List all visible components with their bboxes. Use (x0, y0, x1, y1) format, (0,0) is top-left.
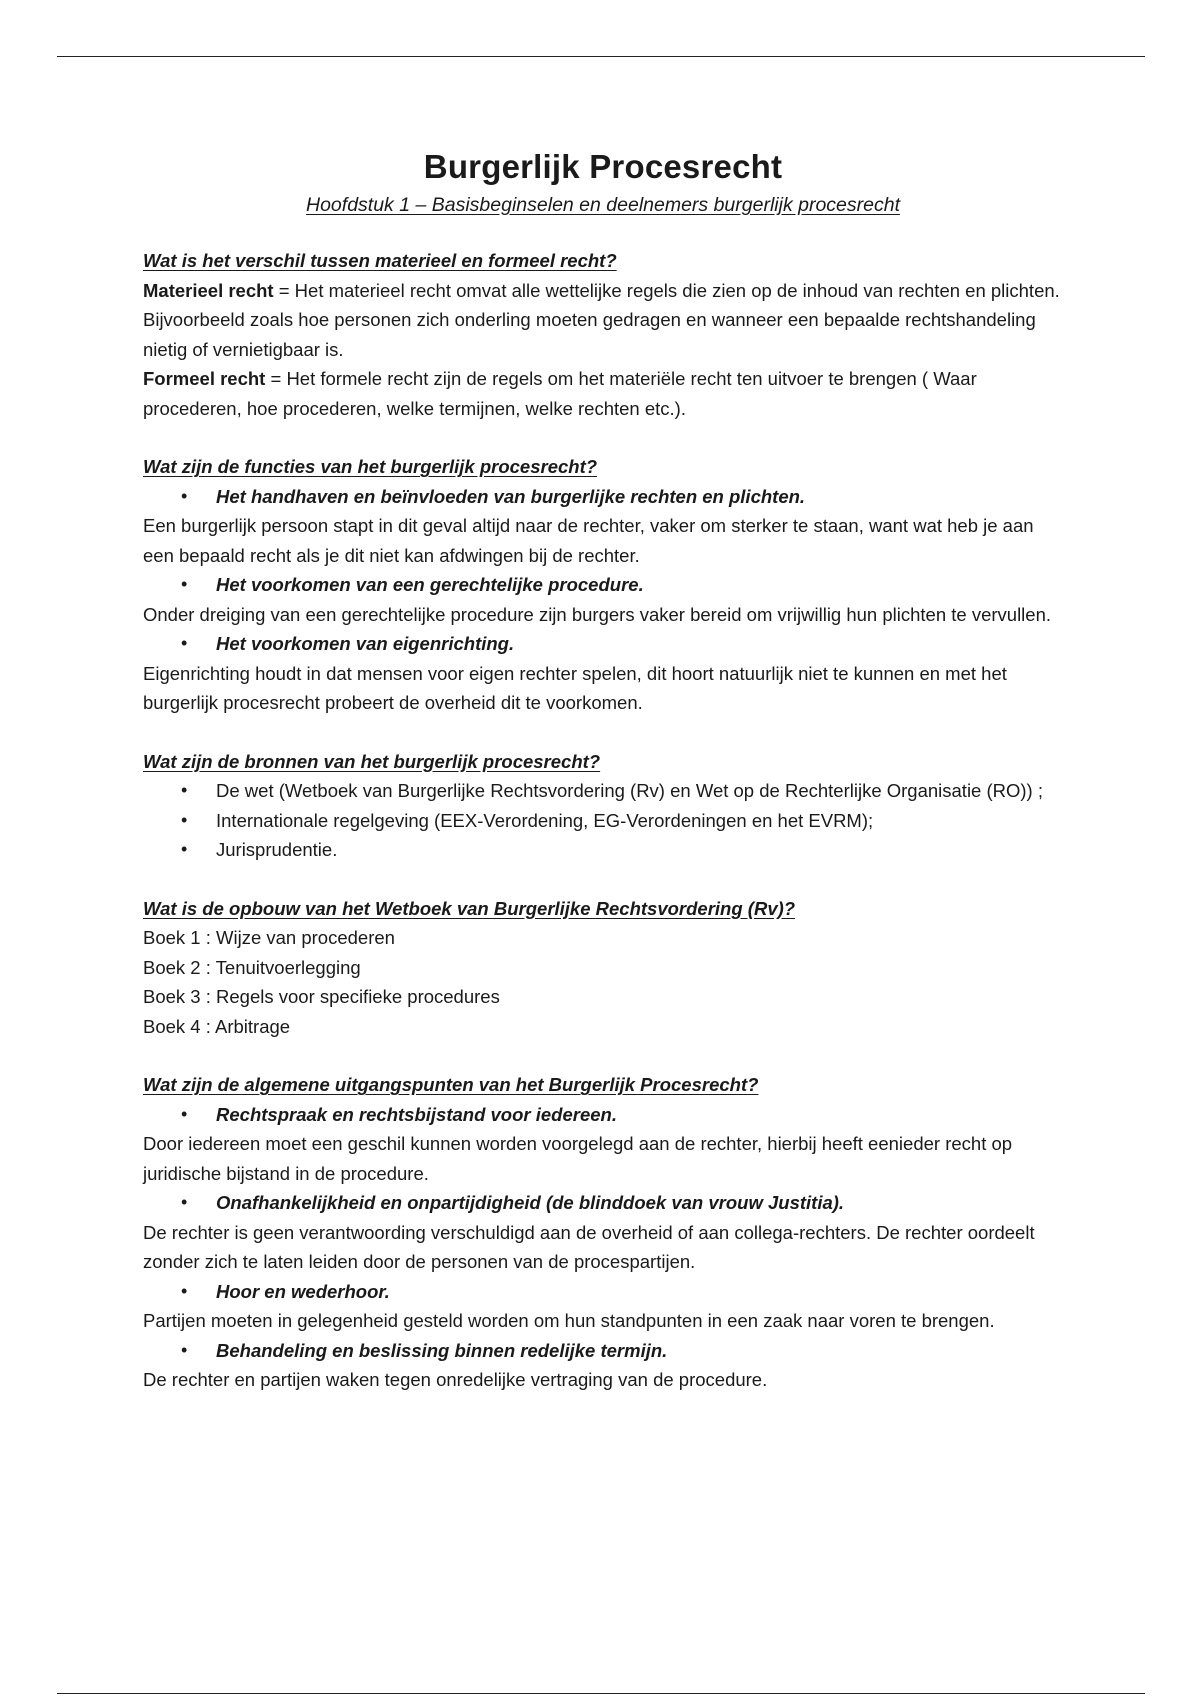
bullet-item: • De wet (Wetboek van Burgerlijke Rechtsvordering (Rv) en Wet op de Rechterlijke Organisatie (RO)) ; (143, 776, 1063, 806)
bullet-list (143, 776, 1063, 865)
book-line: Boek 1 : Wijze van procederen (143, 927, 395, 948)
section-functies (143, 452, 1063, 718)
page-title: Burgerlijk Procesrecht (423, 148, 783, 185)
term-definition: = Het materieel recht omvat alle wettelijke regels die zien op de inhoud van rechten en plichten. Bijvoorbeeld zoals hoe personen zich onderling moeten gedragen en wanneer een bepaalde rechtshandeling nietig of vernietigbaar is. (143, 279, 1060, 360)
section-question: Wat zijn de bronnen van het burgerlijk procesrecht? (143, 750, 601, 772)
bullet-list (143, 1277, 1063, 1307)
bullet-item: • Rechtspraak en rechtsbijstand voor iedereen. (143, 1100, 1063, 1130)
footer-rule (57, 1693, 1145, 1694)
term-label: Materieel recht (143, 279, 274, 301)
section-materieel-formeel (143, 246, 1063, 423)
paragraph: Partijen moeten in gelegenheid gesteld worden om hun standpunten in een zaak naar voren te brengen. (143, 1310, 995, 1331)
paragraph (143, 364, 1063, 423)
book-line: Boek 4 : Arbitrage (143, 1015, 291, 1037)
section-bronnen (143, 747, 1063, 865)
book-line: Boek 2 : Tenuitvoerlegging (143, 956, 361, 978)
bullet-item: • Het voorkomen van eigenrichting. (143, 629, 1063, 659)
section-question: Wat is het verschil tussen materieel en formeel recht? (143, 250, 617, 271)
bullet-list (143, 482, 1063, 512)
paragraph: Eigenrichting houdt in dat mensen voor eigen rechter spelen, dit hoort natuurlijk niet te kunnen en met het burgerlijk procesrecht probeert de overheid dit te voorkomen. (143, 662, 1007, 713)
paragraph: De rechter is geen verantwoording verschuldigd aan de overheid of aan collega-rechters. De rechter oordeelt zonder zich te laten leiden door de personen van de procespartijen. (143, 1221, 1035, 1272)
bullet-item: • Hoor en wederhoor. (143, 1277, 1063, 1307)
bullet-list (143, 1188, 1063, 1218)
bullet-item: • Het voorkomen van een gerechtelijke procedure. (143, 570, 1063, 600)
bullet-item: • Het handhaven en beïnvloeden van burgerlijke rechten en plichten. (143, 482, 1063, 512)
document-page (143, 145, 1063, 1395)
book-line: Boek 3 : Regels voor specifieke procedures (143, 986, 500, 1007)
section-question: Wat zijn de algemene uitgangspunten van het Burgerlijk Procesrecht? (143, 1074, 759, 1095)
paragraph: Door iedereen moet een geschil kunnen worden voorgelegd aan de rechter, hierbij heeft eenieder recht op juridische bijstand in de procedure. (143, 1133, 1013, 1184)
bullet-list (143, 629, 1063, 659)
paragraph: Een burgerlijk persoon stapt in dit geval altijd naar de rechter, vaker om sterker te staan, want wat heb je aan een bepaald recht als je dit niet kan afdwingen bij de rechter. (143, 515, 1034, 566)
bullet-list (143, 1336, 1063, 1366)
bullet-list (143, 570, 1063, 600)
section-uitgangspunten (143, 1070, 1063, 1395)
bullet-item: • Behandeling en beslissing binnen redelijke termijn. (143, 1336, 1063, 1366)
bullet-list (143, 1100, 1063, 1130)
section-question: Wat is de opbouw van het Wetboek van Burgerlijke Rechtsvordering (Rv)? (143, 897, 796, 919)
page-subtitle: Hoofdstuk 1 – Basisbeginselen en deelnemers burgerlijk procesrecht (306, 194, 900, 216)
paragraph: De rechter en partijen waken tegen onredelijke vertraging van de procedure. (143, 1369, 768, 1390)
term-label: Formeel recht (143, 368, 266, 389)
bullet-item: • Jurisprudentie. (143, 835, 1063, 865)
bullet-item: • Onafhankelijkheid en onpartijdigheid (de blinddoek van vrouw Justitia). (143, 1188, 1063, 1218)
term-definition: = Het formele recht zijn de regels om het materiële recht ten uitvoer te brengen ( Waar procederen, hoe procederen, welke termijnen, welke rechten etc.). (143, 368, 977, 419)
bullet-item: • Internationale regelgeving (EEX-Verordening, EG-Verordeningen en het EVRM); (143, 806, 1063, 836)
header-rule (57, 56, 1145, 57)
section-question: Wat zijn de functies van het burgerlijk procesrecht? (143, 456, 598, 477)
paragraph (143, 276, 1063, 365)
paragraph: Onder dreiging van een gerechtelijke procedure zijn burgers vaker bereid om vrijwillig hun plichten te vervullen. (143, 603, 1052, 625)
section-opbouw (143, 894, 1063, 1042)
